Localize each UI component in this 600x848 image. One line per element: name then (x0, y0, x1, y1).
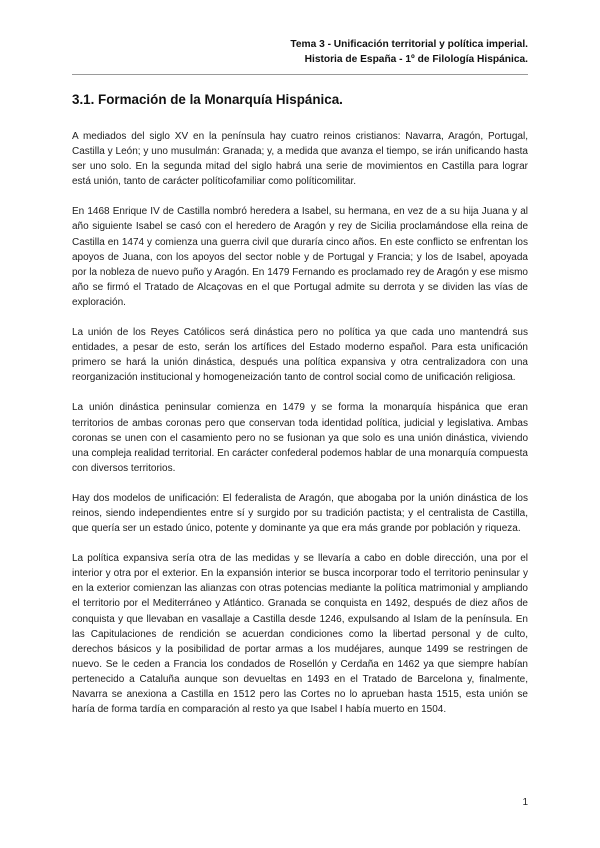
paragraph-4: La unión dinástica peninsular comienza en 1479 y se forma la monarquía hispánica que eran territorios de ambas coronas pero que conservan toda identidad política, judicial y legislativa. Ambas coronas se unen con el casamiento pero no se fusionan ya que solo es una unión dinástica, viviendo una compleja realidad territorial. En carácter confederal podemos hablar de una monarquía compuesta con diversos territorios. (72, 402, 528, 474)
page-header (290, 37, 528, 67)
paragraph-5: Hay dos modelos de unificación: El federalista de Aragón, que abogaba por la unión dinástica de los reinos, siendo independientes entre sí y surgido por su tradición pactista; y el centralista de Castilla, que quería ser un estado único, potente y dominante ya que era más grande por población y riqueza. (72, 492, 528, 535)
header-topic: Tema 3 - Unificación territorial y política imperial. (290, 39, 528, 50)
header-course: Historia de España - 1º de Filología Hispánica. (304, 54, 528, 65)
paragraph-6: La política expansiva sería otra de las medidas y se llevaría a cabo en doble dirección, una por el interior y otra por el exterior. En la expansión interior se busca incorporar todo el territorio peninsular y en la exterior comienzan las alianzas con otras potencias mediante la política matrimonial y ampliando el territorio por el Mediterráneo y Atlántico. Granada se conquista en 1492, después de diez años de conquista y que llevaban en vasallaje a Castilla desde 1246, expulsando al Islam de la península. En las Capitulaciones de rendición se acuerdan condiciones como la libertad personal y de culto, derechos básicos y la posibilidad de portar armas a los mudéjares, aunque 1499 se restringen de nuevo. Se le ceden a Francia los condados de Rosellón y Cerdaña en 1462 ya que siempre habían pertenecido a Cataluña aunque son devueltas en 1493 en el Tratado de Barcelona y, finalmente, Navarra se anexiona a Castilla en 1512 pero las Cortes no lo aprueban hasta 1515, esta unión se haría de forma tardía en comparación al resto ya que Isabel I había muerto en 1504. (72, 553, 528, 716)
paragraph-3: La unión de los Reyes Católicos será dinástica pero no política ya que cada uno mantendrá sus entidades, a pesar de esto, serán los artífices del Estado moderno español. Para esta unificación primero se hará la unión dinástica, después una política expansiva y otra centralizadora con una reorganización institucional y homogeneización tanto de control social como de unificación religiosa. (72, 327, 528, 384)
header-divider (72, 74, 528, 75)
paragraph-2: En 1468 Enrique IV de Castilla nombró heredera a Isabel, su hermana, en vez de a su hija Juana y al año siguiente Isabel se casó con el heredero de Aragón y rey de Sicilia proclamándose ella reina de Castilla en 1474 y comienza una guerra civil que duraría cinco años. En este conflicto se enfrentan los apoyos de Juana, con los apoyos del sector noble y de Portugal y Francia; y los de Isabel, apoyada por la nobleza de nuevo puño y Aragón. En 1479 Fernando es proclamado rey de Aragón y ese mismo año se firmó el Tratado de Alcaçovas en el que Portugal admite su derrota y se dividen las vías de exploración. (72, 206, 528, 308)
page-number: 1 (522, 797, 528, 808)
paragraph-1: A mediados del siglo XV en la península hay cuatro reinos cristianos: Navarra, Aragón, Portugal, Castilla y León; y uno musulmán: Granada; y, a medida que avanza el tiempo, se irán unificando hasta ser uno solo. En la segunda mitad del siglo habrá una serie de movimientos en Castilla para lograr está unión, tanto de carácter políticofamiliar como políticomilitar. (72, 131, 528, 188)
section-title: 3.1. Formación de la Monarquía Hispánica. (72, 92, 343, 107)
body-text (72, 129, 528, 732)
